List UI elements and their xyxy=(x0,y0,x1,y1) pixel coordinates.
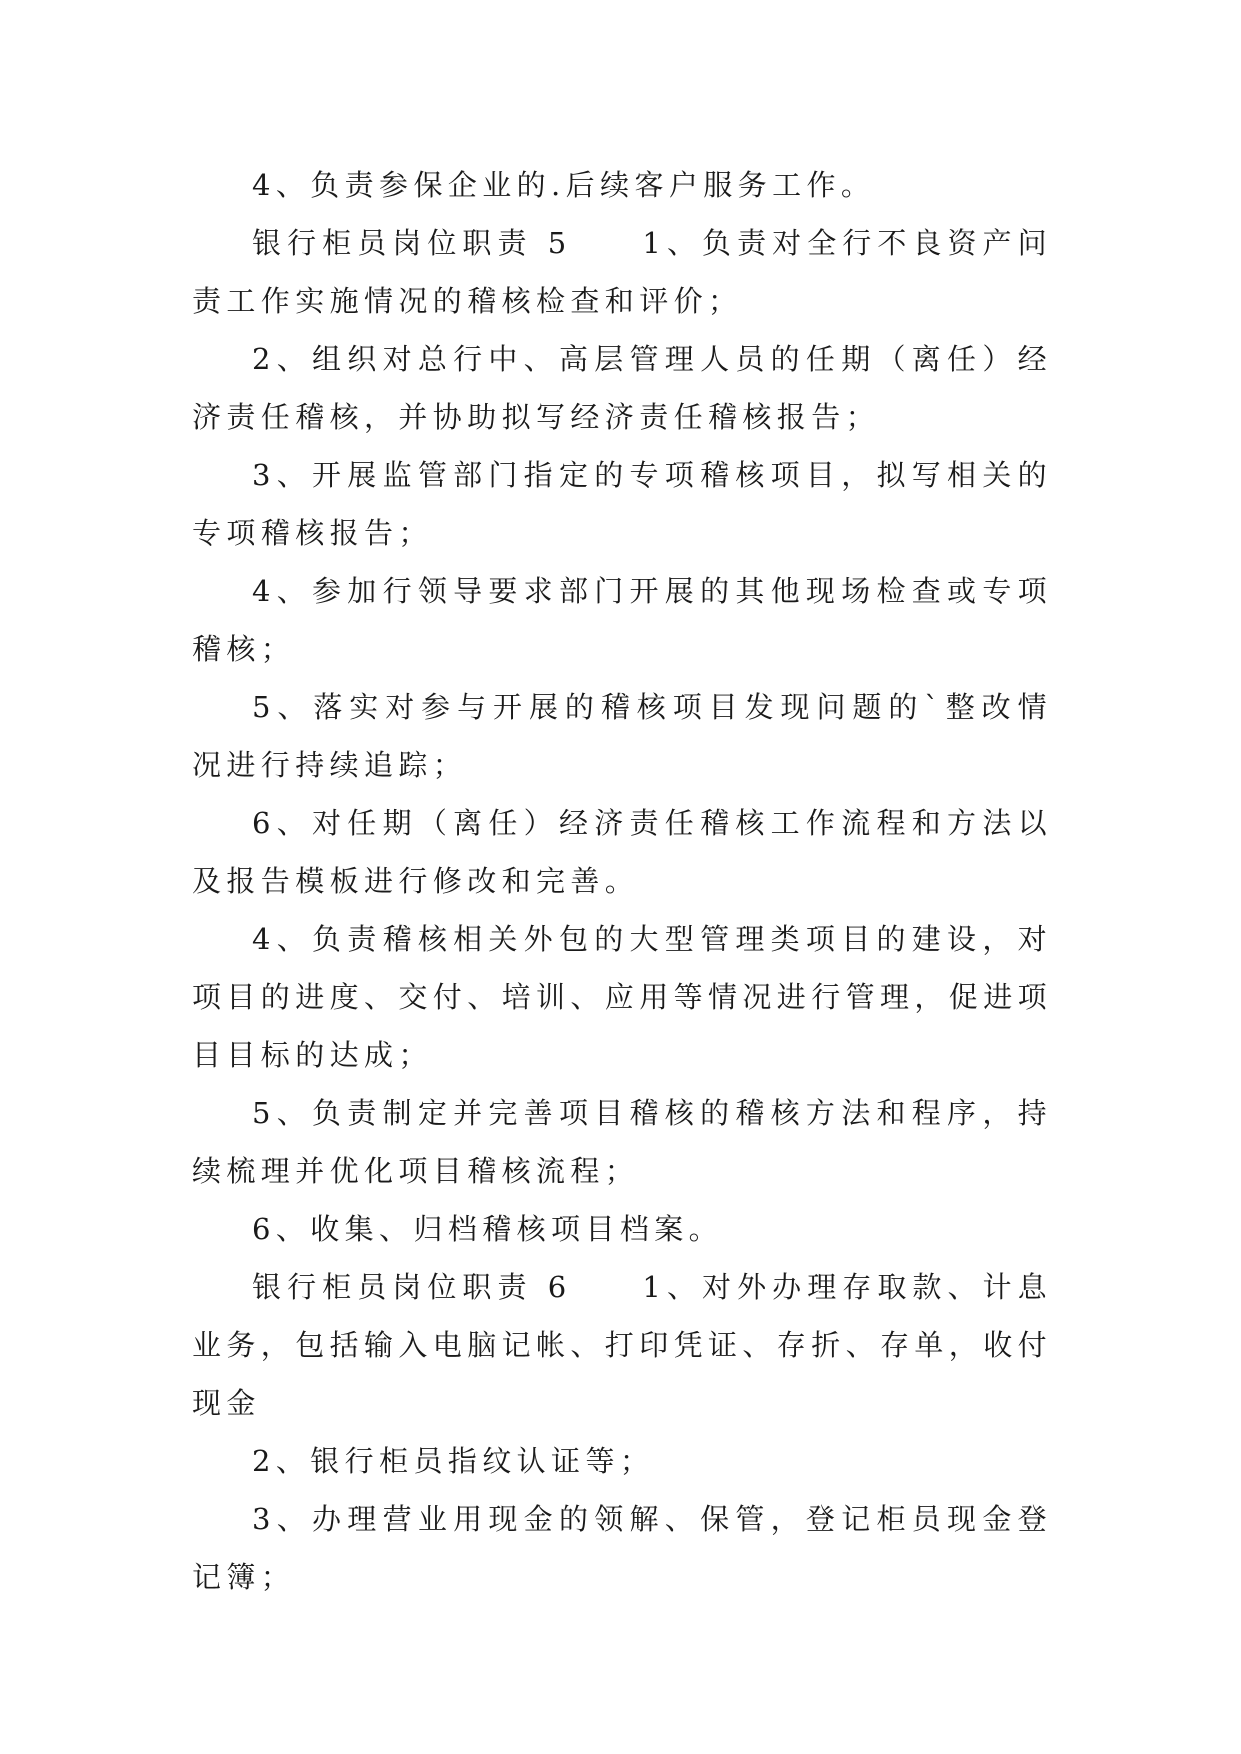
paragraph: 2、银行柜员指纹认证等； xyxy=(252,1444,655,1478)
paragraph: 4、负责参保企业的.后续客户服务工作。 xyxy=(252,168,876,202)
paragraph: 5、落实对参与开展的稽核项目发现问题的`整改情况进行持续追踪； xyxy=(192,690,1052,782)
paragraph: 4、负责稽核相关外包的大型管理类项目的建设，对项目的进度、交付、培训、应用等情况进行管理，促进项目目标的达成； xyxy=(192,922,1053,1072)
paragraph: 银行柜员岗位职责 6 1、对外办理存取款、计息业务，包括输入电脑记帐、打印凭证、存折、存单，收付现金 xyxy=(192,1270,1053,1420)
paragraph: 2、组织对总行中、高层管理人员的任期（离任）经济责任稽核，并协助拟写经济责任稽核报告； xyxy=(192,342,1052,434)
paragraph: 银行柜员岗位职责 5 1、负责对全行不良资产问责工作实施情况的稽核检查和评价； xyxy=(192,226,1052,318)
paragraph: 4、参加行领导要求部门开展的其他现场检查或专项稽核； xyxy=(192,574,1052,666)
paragraph: 6、对任期（离任）经济责任稽核工作流程和方法以及报告模板进行修改和完善。 xyxy=(192,806,1052,898)
paragraph: 3、办理营业用现金的领解、保管，登记柜员现金登记簿； xyxy=(192,1502,1052,1594)
paragraph: 5、负责制定并完善项目稽核的稽核方法和程序，持续梳理并优化项目稽核流程； xyxy=(192,1096,1052,1188)
document-page xyxy=(192,156,1052,1606)
paragraph: 6、收集、归档稽核项目档案。 xyxy=(252,1212,724,1246)
paragraph: 3、开展监管部门指定的专项稽核项目，拟写相关的专项稽核报告； xyxy=(192,458,1052,550)
